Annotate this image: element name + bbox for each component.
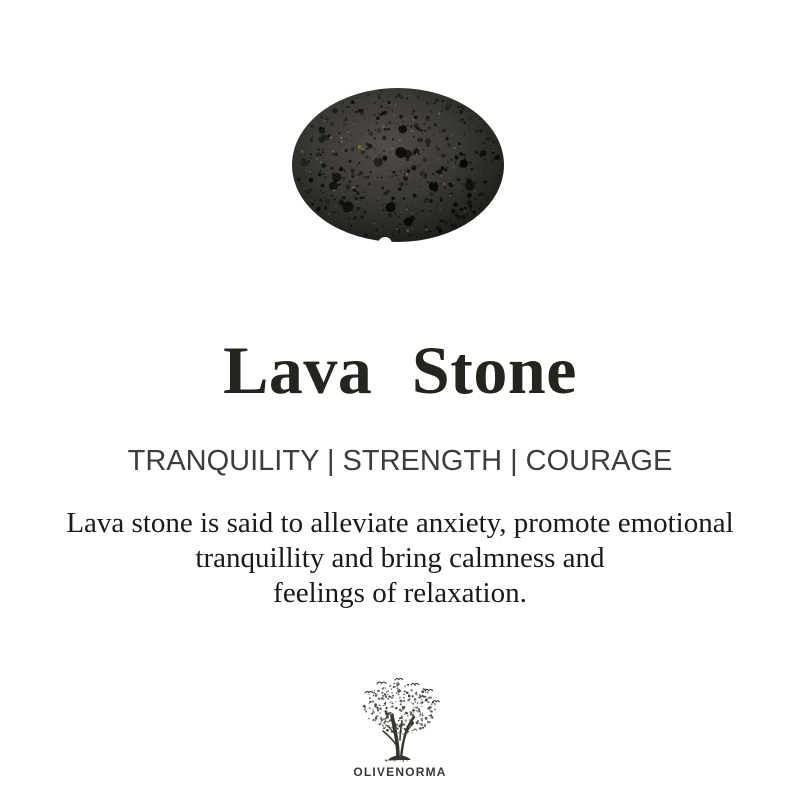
tree-base	[388, 756, 411, 761]
lava-stone-photo	[292, 86, 505, 244]
lava-stone-image	[292, 86, 505, 244]
product-title: Lava Stone	[223, 332, 577, 408]
product-description	[0, 506, 800, 611]
birds-icon	[365, 678, 439, 702]
description-line-3: feelings of relaxation.	[273, 577, 527, 609]
description-line-1: Lava stone is said to alleviate anxiety, promote emotional	[66, 507, 734, 539]
product-tagline: TRANQUILITY | STRENGTH | COURAGE	[127, 445, 673, 477]
description-line-2: tranquillity and bring calmness and	[195, 542, 605, 574]
brand-logo	[0, 678, 800, 779]
brand-name: OLIVENORMA	[353, 765, 447, 779]
olive-tree-icon	[355, 678, 445, 762]
